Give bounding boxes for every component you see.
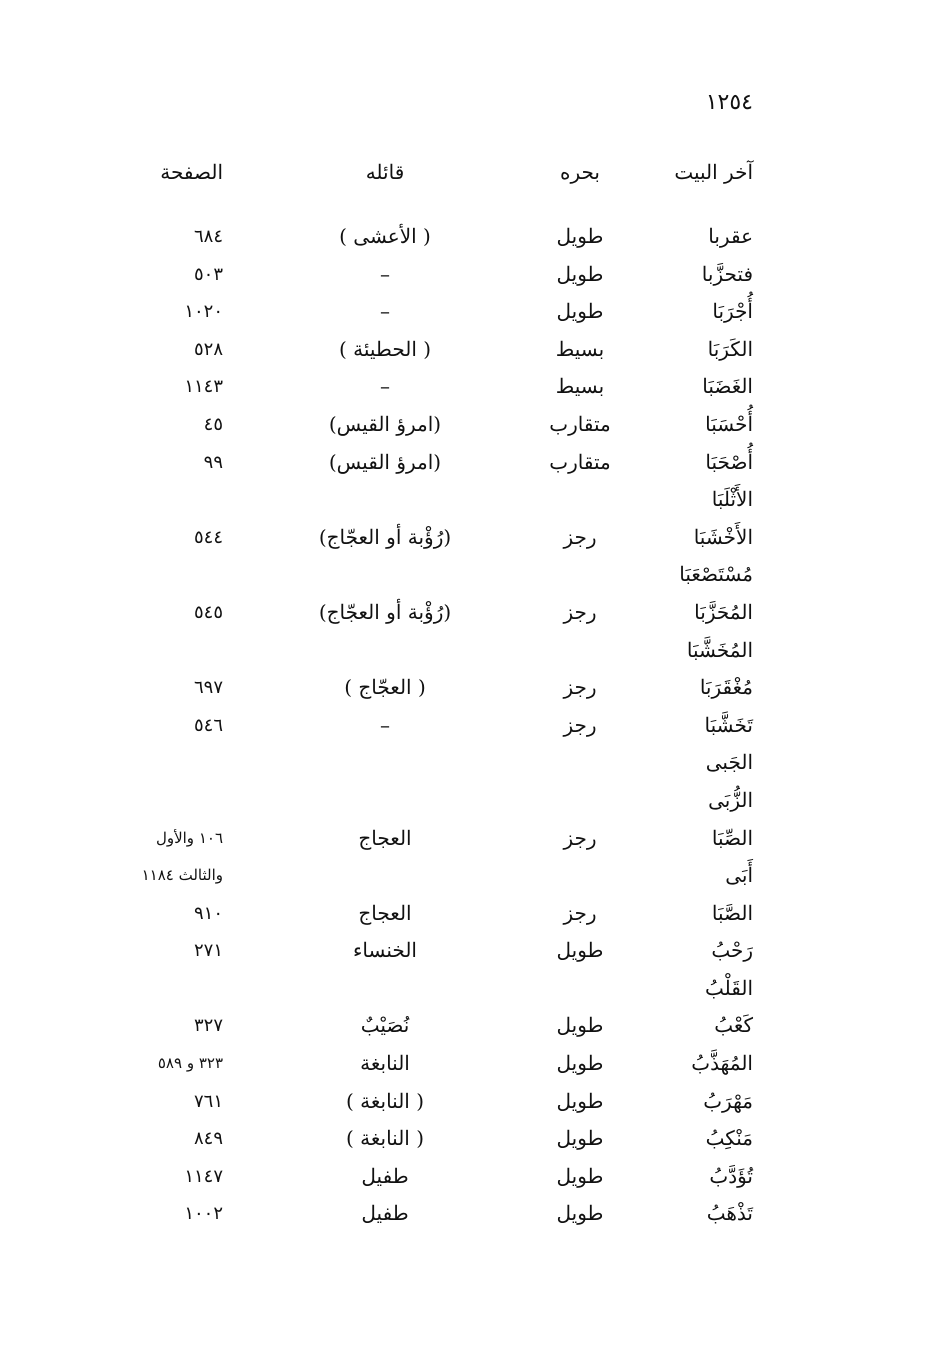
verse-end-cell: أُحْسَبَا <box>705 411 753 436</box>
table-row <box>0 368 943 406</box>
page-cell: ١١٤٣ <box>184 376 223 398</box>
table-row <box>0 820 943 858</box>
verse-end-cell: عقربا <box>708 224 753 248</box>
page-cell: ٣٢٧ <box>193 1015 223 1037</box>
page-cell: ١٠٠٢ <box>184 1203 223 1225</box>
meter-cell: طويل <box>556 938 604 963</box>
table-row <box>0 444 943 482</box>
verse-end-cell: الجَبى <box>705 750 753 775</box>
meter-cell: طويل <box>556 1201 604 1226</box>
verse-end-cell: مُسْتَصْعَبَا <box>679 562 753 587</box>
verse-end-cell: أَبَى <box>725 863 753 888</box>
verse-end-cell: مَهْرَبُ <box>703 1088 753 1113</box>
meter-cell: طويل <box>556 261 604 286</box>
table-row <box>0 970 943 1008</box>
page-cell: ٧٦١ <box>193 1090 223 1112</box>
table-row <box>0 331 943 369</box>
poet-cell: – <box>380 712 390 737</box>
header-poet: قائله <box>365 160 405 184</box>
table-row <box>0 895 943 933</box>
poet-cell: – <box>380 261 390 286</box>
table-row <box>0 256 943 294</box>
verse-end-cell: تَخَشَّبَا <box>704 712 753 737</box>
meter-cell: طويل <box>556 224 604 248</box>
page-cell: ٩٩ <box>203 451 223 473</box>
table-row <box>0 406 943 444</box>
page-cell: ٦٨٤ <box>193 226 223 247</box>
page-cell: ٢٧١ <box>193 940 223 962</box>
header-meter: بحره <box>560 160 600 184</box>
table-row <box>0 293 943 331</box>
table-row <box>0 481 943 519</box>
page-cell: ٦٩٧ <box>193 677 223 699</box>
poet-cell: العجاج <box>358 900 412 925</box>
page-cell: ١٠٢٠ <box>184 301 223 323</box>
poet-cell: طفيل <box>361 1201 409 1226</box>
poet-cell: العجاج <box>358 825 412 850</box>
meter-cell: رجز <box>563 900 597 925</box>
table-row <box>0 782 943 820</box>
verse-end-cell: رَحْبُ <box>711 938 753 963</box>
meter-cell: رجز <box>563 599 597 624</box>
poet-cell: – <box>380 299 390 324</box>
verse-end-cell: الصِّبَا <box>711 825 753 850</box>
page-cell: والثالث ١١٨٤ <box>141 866 223 885</box>
poet-cell: ( النابغة ) <box>345 1088 425 1113</box>
poet-cell: (امرؤ القيس) <box>328 411 442 436</box>
poet-cell: ( النابغة ) <box>345 1126 425 1151</box>
meter-cell: طويل <box>556 299 604 324</box>
page-cell: ١٠٦ والأول <box>155 828 223 847</box>
verse-end-cell: المُحَزَّبَا <box>694 599 753 624</box>
table-header <box>0 150 943 198</box>
verse-end-cell: المُخَشَّبَا <box>686 637 753 662</box>
verse-index-table <box>0 150 943 1233</box>
meter-cell: رجز <box>563 675 597 700</box>
verse-end-cell: كَعْبُ <box>714 1013 753 1038</box>
verse-end-cell: مُغْقَرَبَا <box>699 675 753 700</box>
meter-cell: طويل <box>556 1013 604 1038</box>
meter-cell: بسيط <box>555 336 605 361</box>
poet-cell: – <box>380 374 390 399</box>
table-row <box>0 1083 943 1121</box>
table-row <box>0 519 943 557</box>
table-row <box>0 632 943 670</box>
meter-cell: طويل <box>556 1163 604 1188</box>
meter-cell: طويل <box>556 1088 604 1113</box>
verse-end-cell: فتحزَّبا <box>701 261 753 286</box>
meter-cell: رجز <box>563 712 597 737</box>
table-row <box>0 1195 943 1233</box>
table-body <box>0 218 943 1233</box>
table-row <box>0 218 943 256</box>
page-cell: ٩١٠ <box>193 902 223 924</box>
page-cell: ٥٤٥ <box>193 601 223 623</box>
table-row <box>0 1007 943 1045</box>
poet-cell: طفيل <box>361 1163 409 1188</box>
verse-end-cell: القَلْبُ <box>704 975 753 1000</box>
poet-cell: (امرؤ القيس) <box>328 449 442 474</box>
verse-end-cell: الأَثْلَبَا <box>711 487 753 512</box>
poet-cell: ( الحطيئة ) <box>338 336 432 361</box>
verse-end-cell: تَذْهَبُ <box>706 1201 753 1226</box>
table-row <box>0 594 943 632</box>
table-row <box>0 1158 943 1196</box>
verse-end-cell: الغَضَبَا <box>702 374 753 399</box>
table-row <box>0 857 943 895</box>
verse-end-cell: الأَخْشَبَا <box>693 524 753 549</box>
poet-cell: ( الأعشى ) <box>339 224 431 248</box>
verse-end-cell: مَنْكِبُ <box>705 1126 753 1151</box>
table-row <box>0 669 943 707</box>
poet-cell: (رُؤْبة أو العجّاج) <box>318 524 452 549</box>
poet-cell: (رُؤْبة أو العجّاج) <box>318 599 452 624</box>
poet-cell: ( العجّاج ) <box>344 675 426 700</box>
table-row <box>0 744 943 782</box>
table-row <box>0 1120 943 1158</box>
meter-cell: متقارب <box>549 449 611 474</box>
verse-end-cell: الكَرَبَا <box>707 336 753 361</box>
verse-end-cell: تُؤَدَّبُ <box>709 1163 753 1188</box>
header-end-of-verse: آخر البيت <box>674 160 753 184</box>
table-row <box>0 1045 943 1083</box>
meter-cell: رجز <box>563 825 597 850</box>
page-cell: ٥٠٣ <box>193 263 223 285</box>
page-cell: ٥٢٨ <box>193 338 223 360</box>
page-cell: ٣٢٣ و ٥٨٩ <box>157 1054 223 1073</box>
table-row <box>0 932 943 970</box>
meter-cell: بسيط <box>555 374 605 399</box>
poet-cell: النابغة <box>360 1051 410 1076</box>
poet-cell: الخنساء <box>353 938 417 963</box>
page-cell: ٨٤٩ <box>193 1128 223 1150</box>
table-row <box>0 556 943 594</box>
verse-end-cell: الصَّبَا <box>711 900 753 925</box>
header-page: الصفحة <box>160 160 223 184</box>
verse-end-cell: المُهَذَّبُ <box>691 1051 753 1076</box>
verse-end-cell: أُصْحَبَا <box>705 449 753 474</box>
meter-cell: طويل <box>556 1051 604 1076</box>
page-cell: ١١٤٧ <box>184 1165 223 1187</box>
meter-cell: رجز <box>563 524 597 549</box>
verse-end-cell: الزُّبَى <box>708 787 753 812</box>
page-cell: ٤٥ <box>203 413 223 435</box>
verse-end-cell: أُجْرَبَا <box>712 299 753 324</box>
poet-cell: نُصَيْبٌ <box>360 1013 410 1038</box>
table-row <box>0 707 943 745</box>
page-number: ١٢٥٤ <box>705 90 753 115</box>
page-cell: ٥٤٦ <box>193 714 223 736</box>
meter-cell: طويل <box>556 1126 604 1151</box>
page-cell: ٥٤٤ <box>193 526 223 548</box>
meter-cell: متقارب <box>549 411 611 436</box>
